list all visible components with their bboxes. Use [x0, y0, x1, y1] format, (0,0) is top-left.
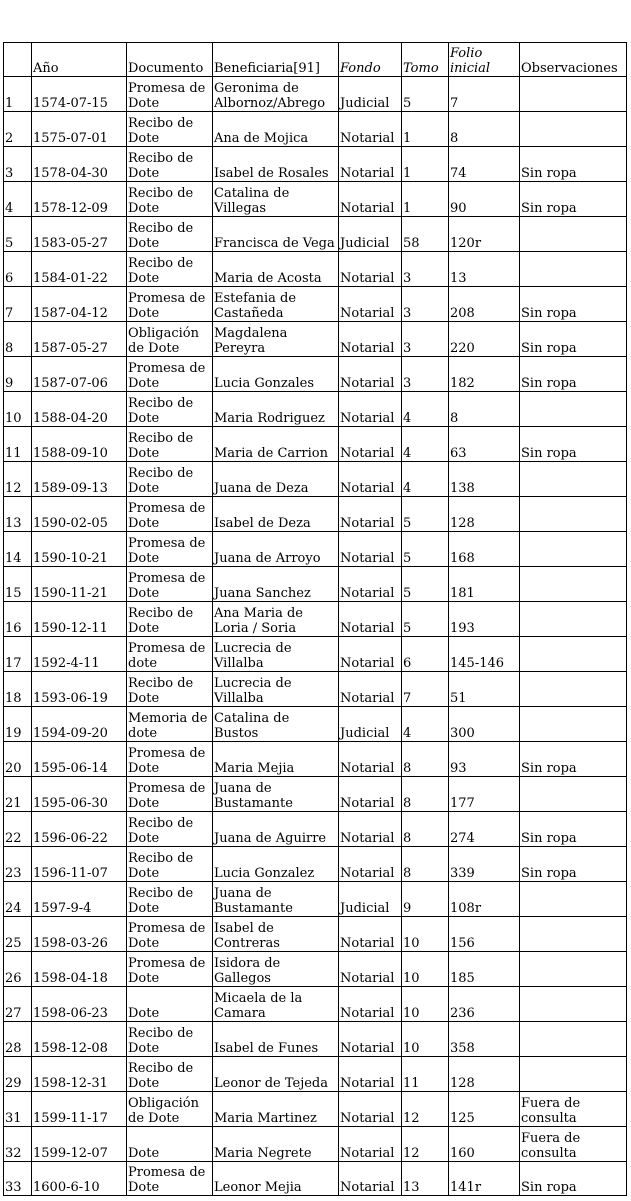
- observations-cell: [520, 1057, 627, 1092]
- beneficiary-cell: Maria Rodriguez: [213, 392, 339, 427]
- tomo-cell: 3: [402, 287, 449, 322]
- document-type-cell: Recibo de Dote: [127, 847, 213, 882]
- fondo-cell: Judicial: [339, 217, 402, 252]
- date-cell: 1600-6-10: [32, 1162, 127, 1196]
- date-cell: 1596-06-22: [32, 812, 127, 847]
- table-row: [4, 1057, 627, 1092]
- tomo-cell: 10: [402, 917, 449, 952]
- beneficiary-cell: Isabel de Funes: [213, 1022, 339, 1057]
- beneficiary-cell: Magdalena Pereyra: [213, 322, 339, 357]
- folio-cell: 236: [449, 987, 520, 1022]
- observations-cell: [520, 112, 627, 147]
- table-row: [4, 637, 627, 672]
- date-cell: 1590-10-21: [32, 532, 127, 567]
- folio-cell: 193: [449, 602, 520, 637]
- row-number-cell: 21: [4, 777, 32, 812]
- table-row: [4, 427, 627, 462]
- table-row: [4, 812, 627, 847]
- table-row: [4, 462, 627, 497]
- folio-cell: 90: [449, 182, 520, 217]
- folio-cell: 274: [449, 812, 520, 847]
- date-cell: 1598-12-08: [32, 1022, 127, 1057]
- tomo-cell: 1: [402, 147, 449, 182]
- observations-cell: [520, 217, 627, 252]
- beneficiary-cell: Leonor de Tejeda: [213, 1057, 339, 1092]
- date-cell: 1596-11-07: [32, 847, 127, 882]
- date-cell: 1587-04-12: [32, 287, 127, 322]
- beneficiary-cell: Juana de Arroyo: [213, 532, 339, 567]
- folio-cell: 220: [449, 322, 520, 357]
- document-type-cell: Recibo de Dote: [127, 252, 213, 287]
- date-cell: 1598-04-18: [32, 952, 127, 987]
- document-type-cell: Promesa de Dote: [127, 77, 213, 112]
- document-type-cell: Promesa de Dote: [127, 742, 213, 777]
- row-number-cell: 15: [4, 567, 32, 602]
- row-number-cell: 29: [4, 1057, 32, 1092]
- beneficiary-cell: Isidora de Gallegos: [213, 952, 339, 987]
- table-row: [4, 672, 627, 707]
- date-cell: 1590-02-05: [32, 497, 127, 532]
- folio-cell: 51: [449, 672, 520, 707]
- tomo-cell: 8: [402, 742, 449, 777]
- beneficiary-cell: Catalina de Villegas: [213, 182, 339, 217]
- table-row: [4, 147, 627, 182]
- beneficiary-cell: Lucrecia de Villalba: [213, 672, 339, 707]
- header-cell-tomo: Tomo: [402, 43, 449, 77]
- beneficiary-cell: Geronima de Albornoz/Abrego: [213, 77, 339, 112]
- row-number-cell: 20: [4, 742, 32, 777]
- document-type-cell: Promesa de Dote: [127, 917, 213, 952]
- observations-cell: Sin ropa: [520, 427, 627, 462]
- document-type-cell: Recibo de Dote: [127, 217, 213, 252]
- beneficiary-cell: Isabel de Deza: [213, 497, 339, 532]
- row-number-cell: 24: [4, 882, 32, 917]
- fondo-cell: Notarial: [339, 1022, 402, 1057]
- fondo-cell: Notarial: [339, 777, 402, 812]
- tomo-cell: 10: [402, 987, 449, 1022]
- observations-cell: [520, 1022, 627, 1057]
- document-type-cell: Obligación de Dote: [127, 1092, 213, 1127]
- beneficiary-cell: Isabel de Contreras: [213, 917, 339, 952]
- observations-cell: Sin ropa: [520, 742, 627, 777]
- observations-cell: Sin ropa: [520, 812, 627, 847]
- header-row: [4, 43, 627, 77]
- document-type-cell: Recibo de Dote: [127, 427, 213, 462]
- header-cell-folio: Folio inicial: [449, 43, 520, 77]
- fondo-cell: Notarial: [339, 1092, 402, 1127]
- document-type-cell: Memoria de dote: [127, 707, 213, 742]
- fondo-cell: Notarial: [339, 252, 402, 287]
- folio-cell: 358: [449, 1022, 520, 1057]
- table-row: [4, 602, 627, 637]
- beneficiary-cell: Ana Maria de Loria / Soria: [213, 602, 339, 637]
- fondo-cell: Judicial: [339, 707, 402, 742]
- date-cell: 1590-11-21: [32, 567, 127, 602]
- tomo-cell: 5: [402, 77, 449, 112]
- date-cell: 1587-05-27: [32, 322, 127, 357]
- folio-cell: 13: [449, 252, 520, 287]
- observations-cell: [520, 252, 627, 287]
- beneficiary-cell: Francisca de Vega: [213, 217, 339, 252]
- beneficiary-cell: Lucrecia de Villalba: [213, 637, 339, 672]
- date-cell: 1575-07-01: [32, 112, 127, 147]
- fondo-cell: Notarial: [339, 322, 402, 357]
- beneficiary-cell: Estefania de Castañeda: [213, 287, 339, 322]
- header-cell-document: Documento: [127, 43, 213, 77]
- observations-cell: [520, 462, 627, 497]
- table-row: [4, 567, 627, 602]
- table-row: [4, 287, 627, 322]
- folio-cell: 339: [449, 847, 520, 882]
- date-cell: 1578-04-30: [32, 147, 127, 182]
- folio-cell: 120r: [449, 217, 520, 252]
- observations-cell: [520, 882, 627, 917]
- header-cell-observations: Observaciones: [520, 43, 627, 77]
- document-type-cell: Promesa de Dote: [127, 497, 213, 532]
- row-number-cell: 2: [4, 112, 32, 147]
- fondo-cell: Notarial: [339, 812, 402, 847]
- document-type-cell: Recibo de Dote: [127, 672, 213, 707]
- beneficiary-cell: Maria Martinez: [213, 1092, 339, 1127]
- tomo-cell: 4: [402, 392, 449, 427]
- table-row: [4, 882, 627, 917]
- row-number-cell: 19: [4, 707, 32, 742]
- folio-cell: 74: [449, 147, 520, 182]
- tomo-cell: 58: [402, 217, 449, 252]
- tomo-cell: 8: [402, 812, 449, 847]
- beneficiary-cell: Catalina de Bustos: [213, 707, 339, 742]
- tomo-cell: 4: [402, 427, 449, 462]
- table-row: [4, 707, 627, 742]
- tomo-cell: 5: [402, 602, 449, 637]
- row-number-cell: 13: [4, 497, 32, 532]
- header-cell-beneficiary: Beneficiaria[91]: [213, 43, 339, 77]
- folio-cell: 7: [449, 77, 520, 112]
- observations-cell: [520, 602, 627, 637]
- document-type-cell: Dote: [127, 987, 213, 1022]
- folio-cell: 181: [449, 567, 520, 602]
- document-type-cell: Promesa de Dote: [127, 1162, 213, 1196]
- observations-cell: Sin ropa: [520, 847, 627, 882]
- beneficiary-cell: Leonor Mejia: [213, 1162, 339, 1196]
- beneficiary-cell: Juana de Bustamante: [213, 882, 339, 917]
- row-number-cell: 28: [4, 1022, 32, 1057]
- table-row: [4, 1162, 627, 1196]
- date-cell: 1590-12-11: [32, 602, 127, 637]
- date-cell: 1584-01-22: [32, 252, 127, 287]
- beneficiary-cell: Maria de Carrion: [213, 427, 339, 462]
- fondo-cell: Notarial: [339, 287, 402, 322]
- document-type-cell: Promesa de dote: [127, 637, 213, 672]
- date-cell: 1589-09-13: [32, 462, 127, 497]
- row-number-cell: 10: [4, 392, 32, 427]
- table-row: [4, 182, 627, 217]
- document-type-cell: Recibo de Dote: [127, 602, 213, 637]
- date-cell: 1578-12-09: [32, 182, 127, 217]
- folio-cell: 8: [449, 392, 520, 427]
- tomo-cell: 8: [402, 777, 449, 812]
- table-row: [4, 112, 627, 147]
- observations-cell: [520, 987, 627, 1022]
- fondo-cell: Notarial: [339, 987, 402, 1022]
- document-type-cell: Recibo de Dote: [127, 182, 213, 217]
- tomo-cell: 11: [402, 1057, 449, 1092]
- folio-cell: 125: [449, 1092, 520, 1127]
- date-cell: 1598-12-31: [32, 1057, 127, 1092]
- observations-cell: Fuera de consulta: [520, 1092, 627, 1127]
- observations-cell: [520, 917, 627, 952]
- row-number-cell: 22: [4, 812, 32, 847]
- document-type-cell: Recibo de Dote: [127, 882, 213, 917]
- document-type-cell: Promesa de Dote: [127, 952, 213, 987]
- header-cell-year: Año: [32, 43, 127, 77]
- beneficiary-cell: Maria Mejia: [213, 742, 339, 777]
- tomo-cell: 3: [402, 252, 449, 287]
- beneficiary-cell: Maria Negrete: [213, 1127, 339, 1162]
- beneficiary-cell: Isabel de Rosales: [213, 147, 339, 182]
- tomo-cell: 5: [402, 567, 449, 602]
- row-number-cell: 31: [4, 1092, 32, 1127]
- observations-cell: [520, 532, 627, 567]
- beneficiary-cell: Micaela de la Camara: [213, 987, 339, 1022]
- table-row: [4, 777, 627, 812]
- observations-cell: [520, 952, 627, 987]
- table-row: [4, 847, 627, 882]
- table-row: [4, 532, 627, 567]
- tomo-cell: 10: [402, 952, 449, 987]
- table-body: [4, 77, 627, 1196]
- fondo-cell: Notarial: [339, 847, 402, 882]
- header-cell-index: [4, 43, 32, 77]
- document-type-cell: Recibo de Dote: [127, 812, 213, 847]
- fondo-cell: Notarial: [339, 672, 402, 707]
- tomo-cell: 1: [402, 112, 449, 147]
- folio-cell: 160: [449, 1127, 520, 1162]
- date-cell: 1574-07-15: [32, 77, 127, 112]
- date-cell: 1592-4-11: [32, 637, 127, 672]
- beneficiary-cell: Juana de Deza: [213, 462, 339, 497]
- document-type-cell: Promesa de Dote: [127, 777, 213, 812]
- table-row: [4, 357, 627, 392]
- tomo-cell: 13: [402, 1162, 449, 1196]
- table-row: [4, 497, 627, 532]
- table-row: [4, 77, 627, 112]
- table-row: [4, 252, 627, 287]
- date-cell: 1599-11-17: [32, 1092, 127, 1127]
- row-number-cell: 25: [4, 917, 32, 952]
- row-number-cell: 23: [4, 847, 32, 882]
- fondo-cell: Notarial: [339, 147, 402, 182]
- row-number-cell: 8: [4, 322, 32, 357]
- tomo-cell: 5: [402, 497, 449, 532]
- dowry-records-table: [3, 42, 627, 1196]
- folio-cell: 8: [449, 112, 520, 147]
- folio-cell: 145-146: [449, 637, 520, 672]
- table-row: [4, 987, 627, 1022]
- folio-cell: 300: [449, 707, 520, 742]
- observations-cell: Fuera de consulta: [520, 1127, 627, 1162]
- row-number-cell: 6: [4, 252, 32, 287]
- document-type-cell: Dote: [127, 1127, 213, 1162]
- tomo-cell: 9: [402, 882, 449, 917]
- row-number-cell: 32: [4, 1127, 32, 1162]
- document-type-cell: Recibo de Dote: [127, 112, 213, 147]
- beneficiary-cell: Maria de Acosta: [213, 252, 339, 287]
- folio-cell: 208: [449, 287, 520, 322]
- date-cell: 1599-12-07: [32, 1127, 127, 1162]
- observations-cell: [520, 672, 627, 707]
- observations-cell: Sin ropa: [520, 287, 627, 322]
- tomo-cell: 7: [402, 672, 449, 707]
- row-number-cell: 18: [4, 672, 32, 707]
- date-cell: 1593-06-19: [32, 672, 127, 707]
- tomo-cell: 5: [402, 532, 449, 567]
- row-number-cell: 33: [4, 1162, 32, 1196]
- observations-cell: [520, 567, 627, 602]
- observations-cell: [520, 707, 627, 742]
- tomo-cell: 12: [402, 1127, 449, 1162]
- folio-cell: 128: [449, 1057, 520, 1092]
- tomo-cell: 8: [402, 847, 449, 882]
- row-number-cell: 27: [4, 987, 32, 1022]
- fondo-cell: Notarial: [339, 182, 402, 217]
- fondo-cell: Notarial: [339, 917, 402, 952]
- date-cell: 1588-09-10: [32, 427, 127, 462]
- table-row: [4, 217, 627, 252]
- folio-cell: 63: [449, 427, 520, 462]
- date-cell: 1594-09-20: [32, 707, 127, 742]
- fondo-cell: Notarial: [339, 112, 402, 147]
- table-row: [4, 392, 627, 427]
- fondo-cell: Notarial: [339, 637, 402, 672]
- fondo-cell: Notarial: [339, 357, 402, 392]
- tomo-cell: 3: [402, 322, 449, 357]
- fondo-cell: Notarial: [339, 1127, 402, 1162]
- tomo-cell: 3: [402, 357, 449, 392]
- beneficiary-cell: Lucia Gonzales: [213, 357, 339, 392]
- observations-cell: Sin ropa: [520, 182, 627, 217]
- beneficiary-cell: Ana de Mojica: [213, 112, 339, 147]
- row-number-cell: 5: [4, 217, 32, 252]
- fondo-cell: Notarial: [339, 602, 402, 637]
- observations-cell: [520, 392, 627, 427]
- fondo-cell: Judicial: [339, 77, 402, 112]
- observations-cell: [520, 777, 627, 812]
- row-number-cell: 17: [4, 637, 32, 672]
- fondo-cell: Notarial: [339, 1057, 402, 1092]
- tomo-cell: 6: [402, 637, 449, 672]
- folio-cell: 156: [449, 917, 520, 952]
- folio-cell: 93: [449, 742, 520, 777]
- fondo-cell: Notarial: [339, 532, 402, 567]
- folio-cell: 128: [449, 497, 520, 532]
- row-number-cell: 9: [4, 357, 32, 392]
- beneficiary-cell: Lucia Gonzalez: [213, 847, 339, 882]
- observations-cell: [520, 497, 627, 532]
- folio-cell: 141r: [449, 1162, 520, 1196]
- beneficiary-cell: Juana de Aguirre: [213, 812, 339, 847]
- table-row: [4, 1127, 627, 1162]
- table-row: [4, 742, 627, 777]
- row-number-cell: 16: [4, 602, 32, 637]
- observations-cell: [520, 77, 627, 112]
- observations-cell: Sin ropa: [520, 322, 627, 357]
- document-type-cell: Promesa de Dote: [127, 567, 213, 602]
- observations-cell: [520, 637, 627, 672]
- row-number-cell: 14: [4, 532, 32, 567]
- folio-cell: 185: [449, 952, 520, 987]
- table-row: [4, 322, 627, 357]
- row-number-cell: 4: [4, 182, 32, 217]
- fondo-cell: Notarial: [339, 952, 402, 987]
- document-type-cell: Recibo de Dote: [127, 1057, 213, 1092]
- folio-cell: 177: [449, 777, 520, 812]
- fondo-cell: Notarial: [339, 392, 402, 427]
- observations-cell: Sin ropa: [520, 357, 627, 392]
- fondo-cell: Judicial: [339, 882, 402, 917]
- tomo-cell: 4: [402, 462, 449, 497]
- date-cell: 1587-07-06: [32, 357, 127, 392]
- beneficiary-cell: Juana de Bustamante: [213, 777, 339, 812]
- date-cell: 1597-9-4: [32, 882, 127, 917]
- folio-cell: 138: [449, 462, 520, 497]
- document-type-cell: Obligación de Dote: [127, 322, 213, 357]
- date-cell: 1598-06-23: [32, 987, 127, 1022]
- date-cell: 1588-04-20: [32, 392, 127, 427]
- document-type-cell: Recibo de Dote: [127, 147, 213, 182]
- header-cell-fondo: Fondo: [339, 43, 402, 77]
- row-number-cell: 3: [4, 147, 32, 182]
- table-row: [4, 917, 627, 952]
- folio-cell: 168: [449, 532, 520, 567]
- fondo-cell: Notarial: [339, 1162, 402, 1196]
- row-number-cell: 7: [4, 287, 32, 322]
- folio-cell: 108r: [449, 882, 520, 917]
- document-type-cell: Recibo de Dote: [127, 1022, 213, 1057]
- tomo-cell: 10: [402, 1022, 449, 1057]
- table-row: [4, 952, 627, 987]
- date-cell: 1583-05-27: [32, 217, 127, 252]
- table-row: [4, 1022, 627, 1057]
- observations-cell: Sin ropa: [520, 1162, 627, 1196]
- document-type-cell: Promesa de Dote: [127, 532, 213, 567]
- document-type-cell: Recibo de Dote: [127, 392, 213, 427]
- date-cell: 1598-03-26: [32, 917, 127, 952]
- fondo-cell: Notarial: [339, 497, 402, 532]
- fondo-cell: Notarial: [339, 462, 402, 497]
- tomo-cell: 12: [402, 1092, 449, 1127]
- date-cell: 1595-06-30: [32, 777, 127, 812]
- fondo-cell: Notarial: [339, 742, 402, 777]
- row-number-cell: 1: [4, 77, 32, 112]
- document-type-cell: Recibo de Dote: [127, 462, 213, 497]
- date-cell: 1595-06-14: [32, 742, 127, 777]
- observations-cell: Sin ropa: [520, 147, 627, 182]
- tomo-cell: 1: [402, 182, 449, 217]
- table-row: [4, 1092, 627, 1127]
- fondo-cell: Notarial: [339, 427, 402, 462]
- document-type-cell: Promesa de Dote: [127, 357, 213, 392]
- row-number-cell: 12: [4, 462, 32, 497]
- beneficiary-cell: Juana Sanchez: [213, 567, 339, 602]
- tomo-cell: 4: [402, 707, 449, 742]
- row-number-cell: 26: [4, 952, 32, 987]
- row-number-cell: 11: [4, 427, 32, 462]
- fondo-cell: Notarial: [339, 567, 402, 602]
- folio-cell: 182: [449, 357, 520, 392]
- document-type-cell: Promesa de Dote: [127, 287, 213, 322]
